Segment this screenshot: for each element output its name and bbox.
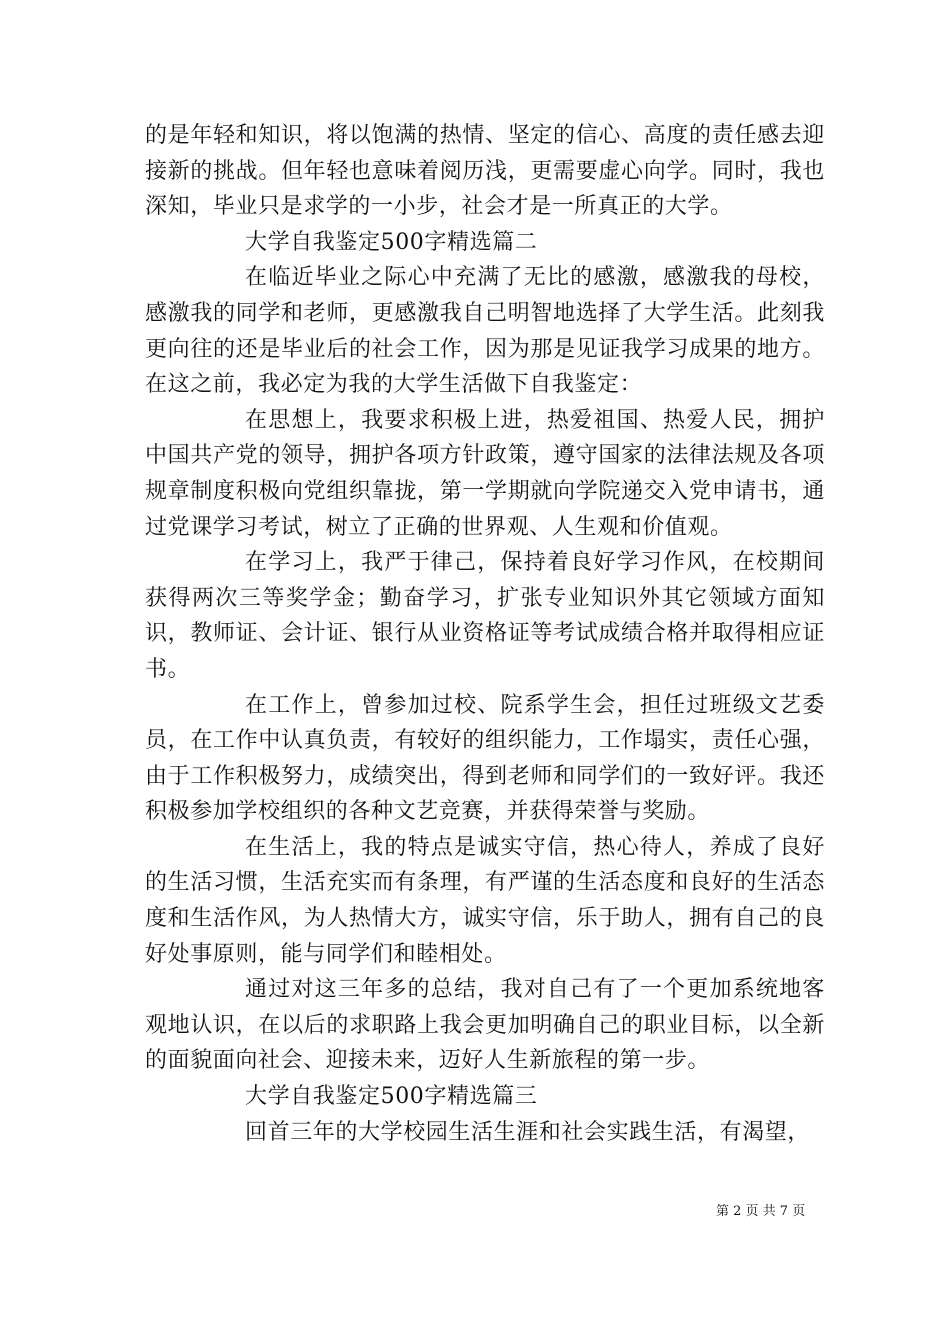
paragraph: 回首三年的大学校园生活生涯和社会实践生活，有渴望， bbox=[245, 1119, 811, 1145]
paragraph: 在临近毕业之际心中充满了无比的感激，感激我的母校，感激我的同学和老师，更感激我自己明智地选择了大学生活。此刻我更向往的还是毕业后的社会工作，因为那是见证我学习成果的地方。在这之前，我必定为我的大学生活做下自我鉴定： bbox=[145, 265, 825, 398]
paragraph: 在工作上，曾参加过校、院系学生会，担任过班级文艺委员，在工作中认真负责，有较好的组织能力，工作塌实，责任心强，由于工作积极努力，成绩突出，得到老师和同学们的一致好评。我还积极参加学校组织的各种文艺竞赛，并获得荣誉与奖励。 bbox=[145, 692, 825, 825]
body-text bbox=[145, 118, 825, 1150]
paragraph: 在生活上，我的特点是诚实守信，热心待人，养成了良好的生活习惯，生活充实而有条理，有严谨的生活态度和良好的生活态度和生活作风，为人热情大方，诚实守信，乐于助人，拥有自己的良好处事原则，能与同学们和睦相处。 bbox=[145, 834, 825, 967]
section-heading: 大学自我鉴定500字精选篇三 bbox=[245, 1084, 538, 1110]
paragraph: 通过对这三年多的总结，我对自己有了一个更加系统地客观地认识，在以后的求职路上我会更加明确自己的职业目标，以全新的面貌面向社会、迎接未来，迈好人生新旅程的第一步。 bbox=[145, 977, 825, 1074]
paragraph: 在学习上，我严于律己，保持着良好学习作风，在校期间获得两次三等奖学金；勤奋学习，扩张专业知识外其它领域方面知识，教师证、会计证、银行从业资格证等考试成绩合格并取得相应证书。 bbox=[145, 550, 825, 682]
paragraph: 在思想上，我要求积极上进，热爱祖国、热爱人民，拥护中国共产党的领导，拥护各项方针政策，遵守国家的法律法规及各项规章制度积极向党组织靠拢，第一学期就向学院递交入党申请书，通过党课学习考试，树立了正确的世界观、人生观和价值观。 bbox=[145, 407, 825, 540]
section-heading: 大学自我鉴定500字精选篇二 bbox=[245, 229, 538, 255]
paragraph: 的是年轻和知识，将以饱满的热情、坚定的信心、高度的责任感去迎接新的挑战。但年轻也意味着阅历浅，更需要虚心向学。同时，我也深知，毕业只是求学的一小步，社会才是一所真正的大学。 bbox=[145, 123, 825, 220]
page-number: 第 2 页 共 7 页 bbox=[716, 1204, 806, 1219]
